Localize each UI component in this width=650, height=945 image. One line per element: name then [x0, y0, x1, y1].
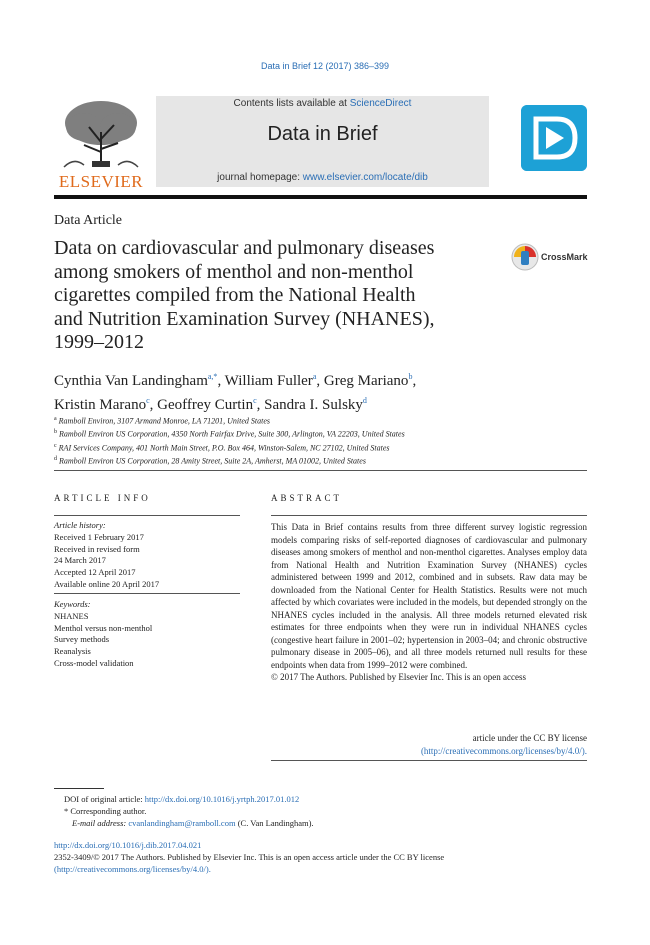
elsevier-wordmark: ELSEVIER — [58, 172, 144, 191]
author-name: Sandra I. Sulsky — [264, 397, 363, 413]
affiliation-item — [54, 441, 554, 454]
journal-citation[interactable]: Data in Brief 12 (2017) 386–399 — [260, 61, 390, 71]
contents-prefix: Contents lists available at — [233, 98, 347, 109]
doi-original-footnote — [64, 793, 299, 805]
contents-available-line — [156, 98, 489, 109]
elsevier-tree-logo — [54, 97, 148, 171]
author-name: William Fuller — [224, 373, 313, 389]
journal-homepage-line — [156, 172, 489, 183]
author-separator: , — [316, 373, 324, 389]
affiliation-item — [54, 427, 554, 440]
author-affil-mark[interactable]: a — [312, 372, 317, 381]
history-label: Article history: — [54, 520, 106, 530]
history-item: Available online 20 April 2017 — [54, 578, 160, 589]
affiliation-text: Ramboll Environ US Corporation, 28 Amity Street, Suite 2A, Amherst, MA 01002, United States — [59, 457, 366, 467]
affiliation-list — [54, 414, 554, 468]
history-item: Received in revised form — [54, 543, 140, 554]
article-info-heading: ARTICLE INFO — [54, 493, 151, 503]
sciencedirect-link[interactable]: ScienceDirect — [349, 98, 412, 109]
corresponding-author-footnote: * Corresponding author. — [64, 806, 147, 816]
issn-line: 2352-3409/© 2017 The Authors. Published by Elsevier Inc. This is an open access article under the CC BY license — [54, 852, 445, 862]
author-separator: , — [149, 397, 158, 413]
homepage-prefix: journal homepage: — [217, 172, 300, 183]
license-line: article under the CC BY license — [472, 733, 587, 743]
affiliation-item — [54, 454, 554, 467]
affiliation-key: c — [54, 442, 57, 449]
section-divider — [54, 470, 587, 471]
header-divider — [54, 195, 587, 199]
author-affil-mark[interactable]: d — [362, 396, 367, 405]
author-separator: , — [412, 373, 417, 389]
title-line: and Nutrition Examination Survey (NHANES), — [54, 307, 435, 330]
author-affil-mark[interactable]: b — [408, 372, 413, 381]
article-doi-link[interactable]: http://dx.doi.org/10.1016/j.dib.2017.04.021 — [54, 840, 202, 850]
affiliation-text: Ramboll Environ, 3107 Armand Monroe, LA 71201, United States — [58, 416, 270, 426]
keyword-item: Cross-model validation — [54, 657, 134, 668]
abstract-copyright: © 2017 The Authors. Published by Elsevier Inc. This is an open access — [271, 672, 526, 682]
journal-title: Data in Brief — [267, 123, 378, 145]
crossmark-icon[interactable] — [511, 243, 539, 271]
email-label: E-mail address: — [72, 818, 127, 828]
affiliation-text: RAI Services Company, 401 North Main Street, P.O. Box 464, Winston-Salem, NC 27102, United States — [58, 443, 390, 453]
keyword-item: Reanalysis — [54, 646, 91, 657]
doi-original-link[interactable]: http://dx.doi.org/10.1016/j.yrtph.2017.01.012 — [144, 794, 300, 804]
article-history — [54, 520, 244, 591]
homepage-link[interactable]: www.elsevier.com/locate/dib — [302, 172, 428, 183]
author-name: Geoffrey Curtin — [157, 397, 254, 413]
history-item: Received 1 February 2017 — [54, 531, 144, 542]
author-name: Cynthia Van Landingham — [54, 373, 208, 389]
affiliation-key: b — [54, 429, 57, 436]
doi-original-prefix: DOI of original article: — [64, 794, 143, 804]
affiliation-key: a — [54, 416, 57, 422]
email-suffix: (C. Van Landingham). — [237, 818, 314, 828]
abstract-divider — [271, 515, 587, 516]
crossmark-label[interactable]: CrossMark — [541, 252, 588, 262]
title-line: cigarettes compiled from the National Health — [54, 284, 416, 306]
author-separator: , — [217, 373, 225, 389]
license-link[interactable]: (http://creativecommons.org/licenses/by/4.0/). — [420, 746, 587, 756]
keywords-label: Keywords: — [54, 599, 91, 609]
article-type: Data Article — [54, 213, 123, 228]
email-link[interactable]: cvanlandingham@ramboll.com — [128, 818, 236, 828]
title-line: 1999–2012 — [54, 331, 144, 353]
keywords — [54, 599, 244, 670]
data-in-brief-logo — [521, 105, 587, 171]
abstract-end-divider — [271, 760, 587, 761]
author-name: Kristin Marano — [54, 397, 147, 413]
affiliation-key: d — [54, 456, 57, 463]
affiliation-text: Ramboll Environ US Corporation, 4350 North Fairfax Drive, Suite 300, Arlington, VA 22203, United States — [59, 430, 405, 440]
title-line: Data on cardiovascular and pulmonary diseases — [54, 237, 435, 259]
history-divider — [54, 593, 240, 594]
author-list — [54, 367, 534, 415]
author-affil-mark[interactable]: a,* — [207, 372, 218, 381]
article-title — [54, 237, 494, 355]
abstract-heading: ABSTRACT — [271, 493, 343, 503]
bottom-license-link[interactable]: (http://creativecommons.org/licenses/by/4.0/). — [54, 864, 211, 874]
keyword-item: Menthol versus non-menthol — [54, 622, 153, 633]
history-item: 24 March 2017 — [54, 555, 106, 566]
history-item: Accepted 12 April 2017 — [54, 567, 136, 578]
title-line: among smokers of menthol and non-menthol — [54, 260, 414, 283]
author-name: Greg Mariano — [323, 373, 409, 389]
author-affil-mark[interactable]: c — [253, 396, 257, 405]
abstract-text: This Data in Brief contains results from three different survey logistic regression models comparing risks of self-reported diagnoses of cardiovascular and pulmonary diseases among smokers of menthol and non-menthol cigarettes. Analyses employ data from National Health and Nutrition Examination Survey (NHANES) cycles administered between 1999 and 2012, combined and in subsets. Raw data may be downloaded from the National Center for Health Statistics. Results were not much affected by which covariates were included in the models, but depended strongly on the NHANES cycles included in the analysis. All three models returned elevated risk estimates for three endpoints when they were run in individual NHANES cycles (congestive heart failure in 2001–02; hypertension in 2003–04; and chronic obstructive pulmonary disease in 2005–06), and all three models returned null results for these endpoints when data from 1999–2012 were combined. — [271, 522, 587, 670]
keyword-item: NHANES — [54, 610, 89, 621]
keyword-item: Survey methods — [54, 634, 110, 645]
affiliation-item — [54, 414, 554, 427]
author-affil-mark[interactable]: c — [146, 396, 150, 405]
article-info-divider — [54, 515, 240, 516]
abstract-body — [271, 521, 587, 684]
email-footnote — [72, 817, 314, 829]
footnote-divider — [54, 788, 104, 789]
author-separator: , — [256, 397, 265, 413]
